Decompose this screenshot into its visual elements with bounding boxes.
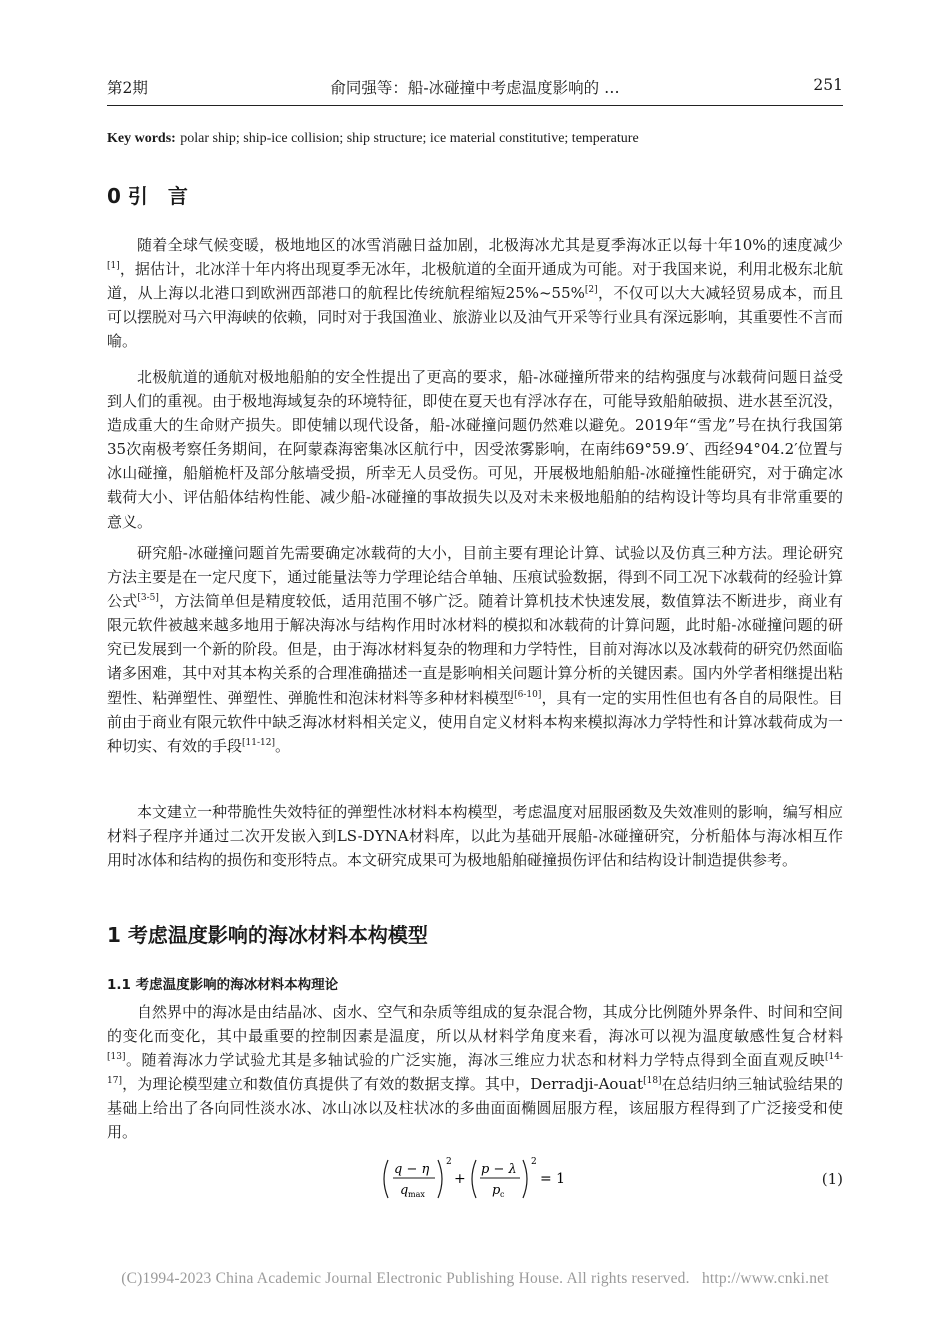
citation: [13]	[107, 1052, 126, 1063]
paragraph-1-1: 自然界中的海冰是由结晶冰、卤水、空气和杂质等组成的复杂混合物，其成分比例随外界条件、时间和空间的变化而变化，其中最重要的控制因素是温度，所以从材料学角度来看，海冰可以视为温度敏感性复合材料[13]。随着海冰力学试验尤其是多轴试验的广泛实施，海冰三维应力状态和材料力学特点得到全面直观反映[14-17]，为理论模型建立和数值仿真提供了有效的数据支撑。其中，Derradji-Aouat[18]在总结归纳三轴试验结果的基础上给出了各向同性淡水冰、冰山冰以及柱状冰的多曲面面椭圆屈服方程，该屈服方程得到了广泛接受和使用。	[107, 1003, 843, 1142]
citation: [2]	[584, 285, 598, 296]
eq-denominator-2-sub: c	[500, 1190, 505, 1199]
eq-plus: +	[454, 1171, 466, 1187]
paragraph-intro-4: 本文建立一种带脆性失效特征的弹塑性冰材料本构模型，考虑温度对屈服函数及失效准则的影响，编写相应材料子程序并通过二次开发嵌入到LS-DYNA材料库，以此为基础开展船-冰碰撞研究，分析船体与海冰相互作用时冰体和结构的损伤和变形特点。本文研究成果可为极地船舶碰撞损伤评估和结构设计制造提供参考。	[107, 803, 843, 870]
eq-rhs: = 1	[540, 1171, 566, 1187]
paragraph-intro-2: 北极航道的通航对极地船舶的安全性提出了更高的要求，船-冰碰撞所带来的结构强度与冰载荷问题日益受到人们的重视。由于极地海域复杂的环境特征，即使在夏天也有浮冰存在，可能导致船舶破损、进水甚至沉没，造成重大的生命财产损失。即使辅以现代设备，船-冰碰撞问题仍然难以避免。2019年“雪龙”号在执行我国第35次南极考察任务期间，在阿蒙森海密集冰区航行中，因受浓雾影响，在南纬69°59.9′、西经94°04.2′位置与冰山碰撞，船艏桅杆及部分舷墙受损，所幸无人员受伤。可见，开展极地船舶船-冰碰撞性能研究，对于确定冰载荷大小、评估船体结构性能、减少船-冰碰撞的事故损失以及对未来极地船舶的结构设计等均具有非常重要的意义。	[107, 368, 843, 531]
keywords-label: Key words:	[107, 131, 176, 146]
running-title: 俞同强等：船-冰碰撞中考虑温度影响的 …	[330, 79, 620, 97]
equation-number: (1)	[821, 1170, 843, 1188]
left-paren-2	[472, 1160, 476, 1198]
keywords-line	[107, 130, 847, 147]
citation: [18]	[643, 1076, 662, 1087]
keywords-text: polar ship; ship-ice collision; ship structure; ice material constitutive; temperature	[180, 131, 639, 146]
eq-denominator-1-sub: max	[408, 1190, 425, 1199]
subsection-heading-1-1: 1.1 考虑温度影响的海冰材料本构理论	[107, 977, 339, 993]
section-heading-1: 1 考虑温度影响的海冰材料本构模型	[107, 923, 428, 947]
eq-denominator-1: q	[400, 1183, 409, 1198]
eq-denominator-2: p	[492, 1183, 501, 1198]
eq-exponent-2: 2	[531, 1157, 537, 1167]
citation: [1]	[107, 261, 120, 272]
paragraph-intro-1: 随着全球气候变暖，极地地区的冰雪消融日益加剧，北极海冰尤其是夏季海冰正以每十年10%的速度减少[1]，据估计，北冰洋十年内将出现夏季无冰年，北极航道的全面开通成为可能。对于我国来说，利用北极东北航道，从上海以北港口到欧洲西部港口的航程比传统航程缩短25%~55%[2]，不仅可以大大减轻贸易成本，而且可以摆脱对马六甲海峡的依赖，同时对于我国渔业、旅游业以及油气开采等行业具有深远影响，其重要性不言而喻。	[107, 236, 843, 351]
eq-numerator-2: p − λ	[481, 1162, 517, 1177]
paragraph-intro-3: 研究船-冰碰撞问题首先需要确定冰载荷的大小，目前主要有理论计算、试验以及仿真三种方法。理论研究方法主要是在一定尺度下，通过能量法等力学理论结合单轴、压痕试验数据，得到不同工况下冰载荷的经验计算公式[3-5]，方法简单但是精度较低，适用范围不够广泛。随着计算机技术快速发展，数值算法不断进步，商业有限元软件被越来越多地用于解决海冰与结构作用时冰材料的模拟和冰载荷的计算问题，此时船-冰碰撞问题的研究已发展到一个新的阶段。但是，由于海冰材料复杂的物理和力学特性，目前对海冰以及冰载荷的研究仍然面临诸多困难，其中对其本构关系的合理准确描述一直是影响相关问题计算分析的关键因素。国内外学者相继提出粘塑性、粘弹塑性、弹塑性、弹脆性和泡沫材料等多种材料模型[6-10]，具有一定的实用性但也有各自的局限性。目前由于商业有限元软件中缺乏海冰材料相关定义，使用自定义材料本构来模拟海冰力学特性和计算冰载荷成为一种切实、有效的手段[11-12]。	[107, 544, 843, 755]
copyright-text: (C)1994-2023 China Academic Journal Electronic Publishing House. All rights reserved.	[121, 1270, 690, 1287]
copyright-footer	[0, 1270, 950, 1288]
eq-exponent-1: 2	[446, 1157, 452, 1167]
citation: [6-10]	[514, 689, 542, 700]
right-paren-2	[523, 1160, 527, 1198]
page-number: 251	[813, 76, 843, 94]
section-heading-introduction: 0 引 言	[107, 184, 188, 208]
citation: [14-17]	[107, 1052, 843, 1087]
eq-numerator-1: q − η	[394, 1162, 430, 1177]
citation: [11-12]	[242, 737, 275, 748]
left-paren-1	[384, 1160, 388, 1198]
footer-url[interactable]: http://www.cnki.net	[701, 1270, 829, 1287]
journal-issue: 第2期	[107, 79, 148, 97]
right-paren-1	[438, 1160, 442, 1198]
header-rule	[107, 105, 843, 106]
citation: [3-5]	[137, 593, 159, 604]
